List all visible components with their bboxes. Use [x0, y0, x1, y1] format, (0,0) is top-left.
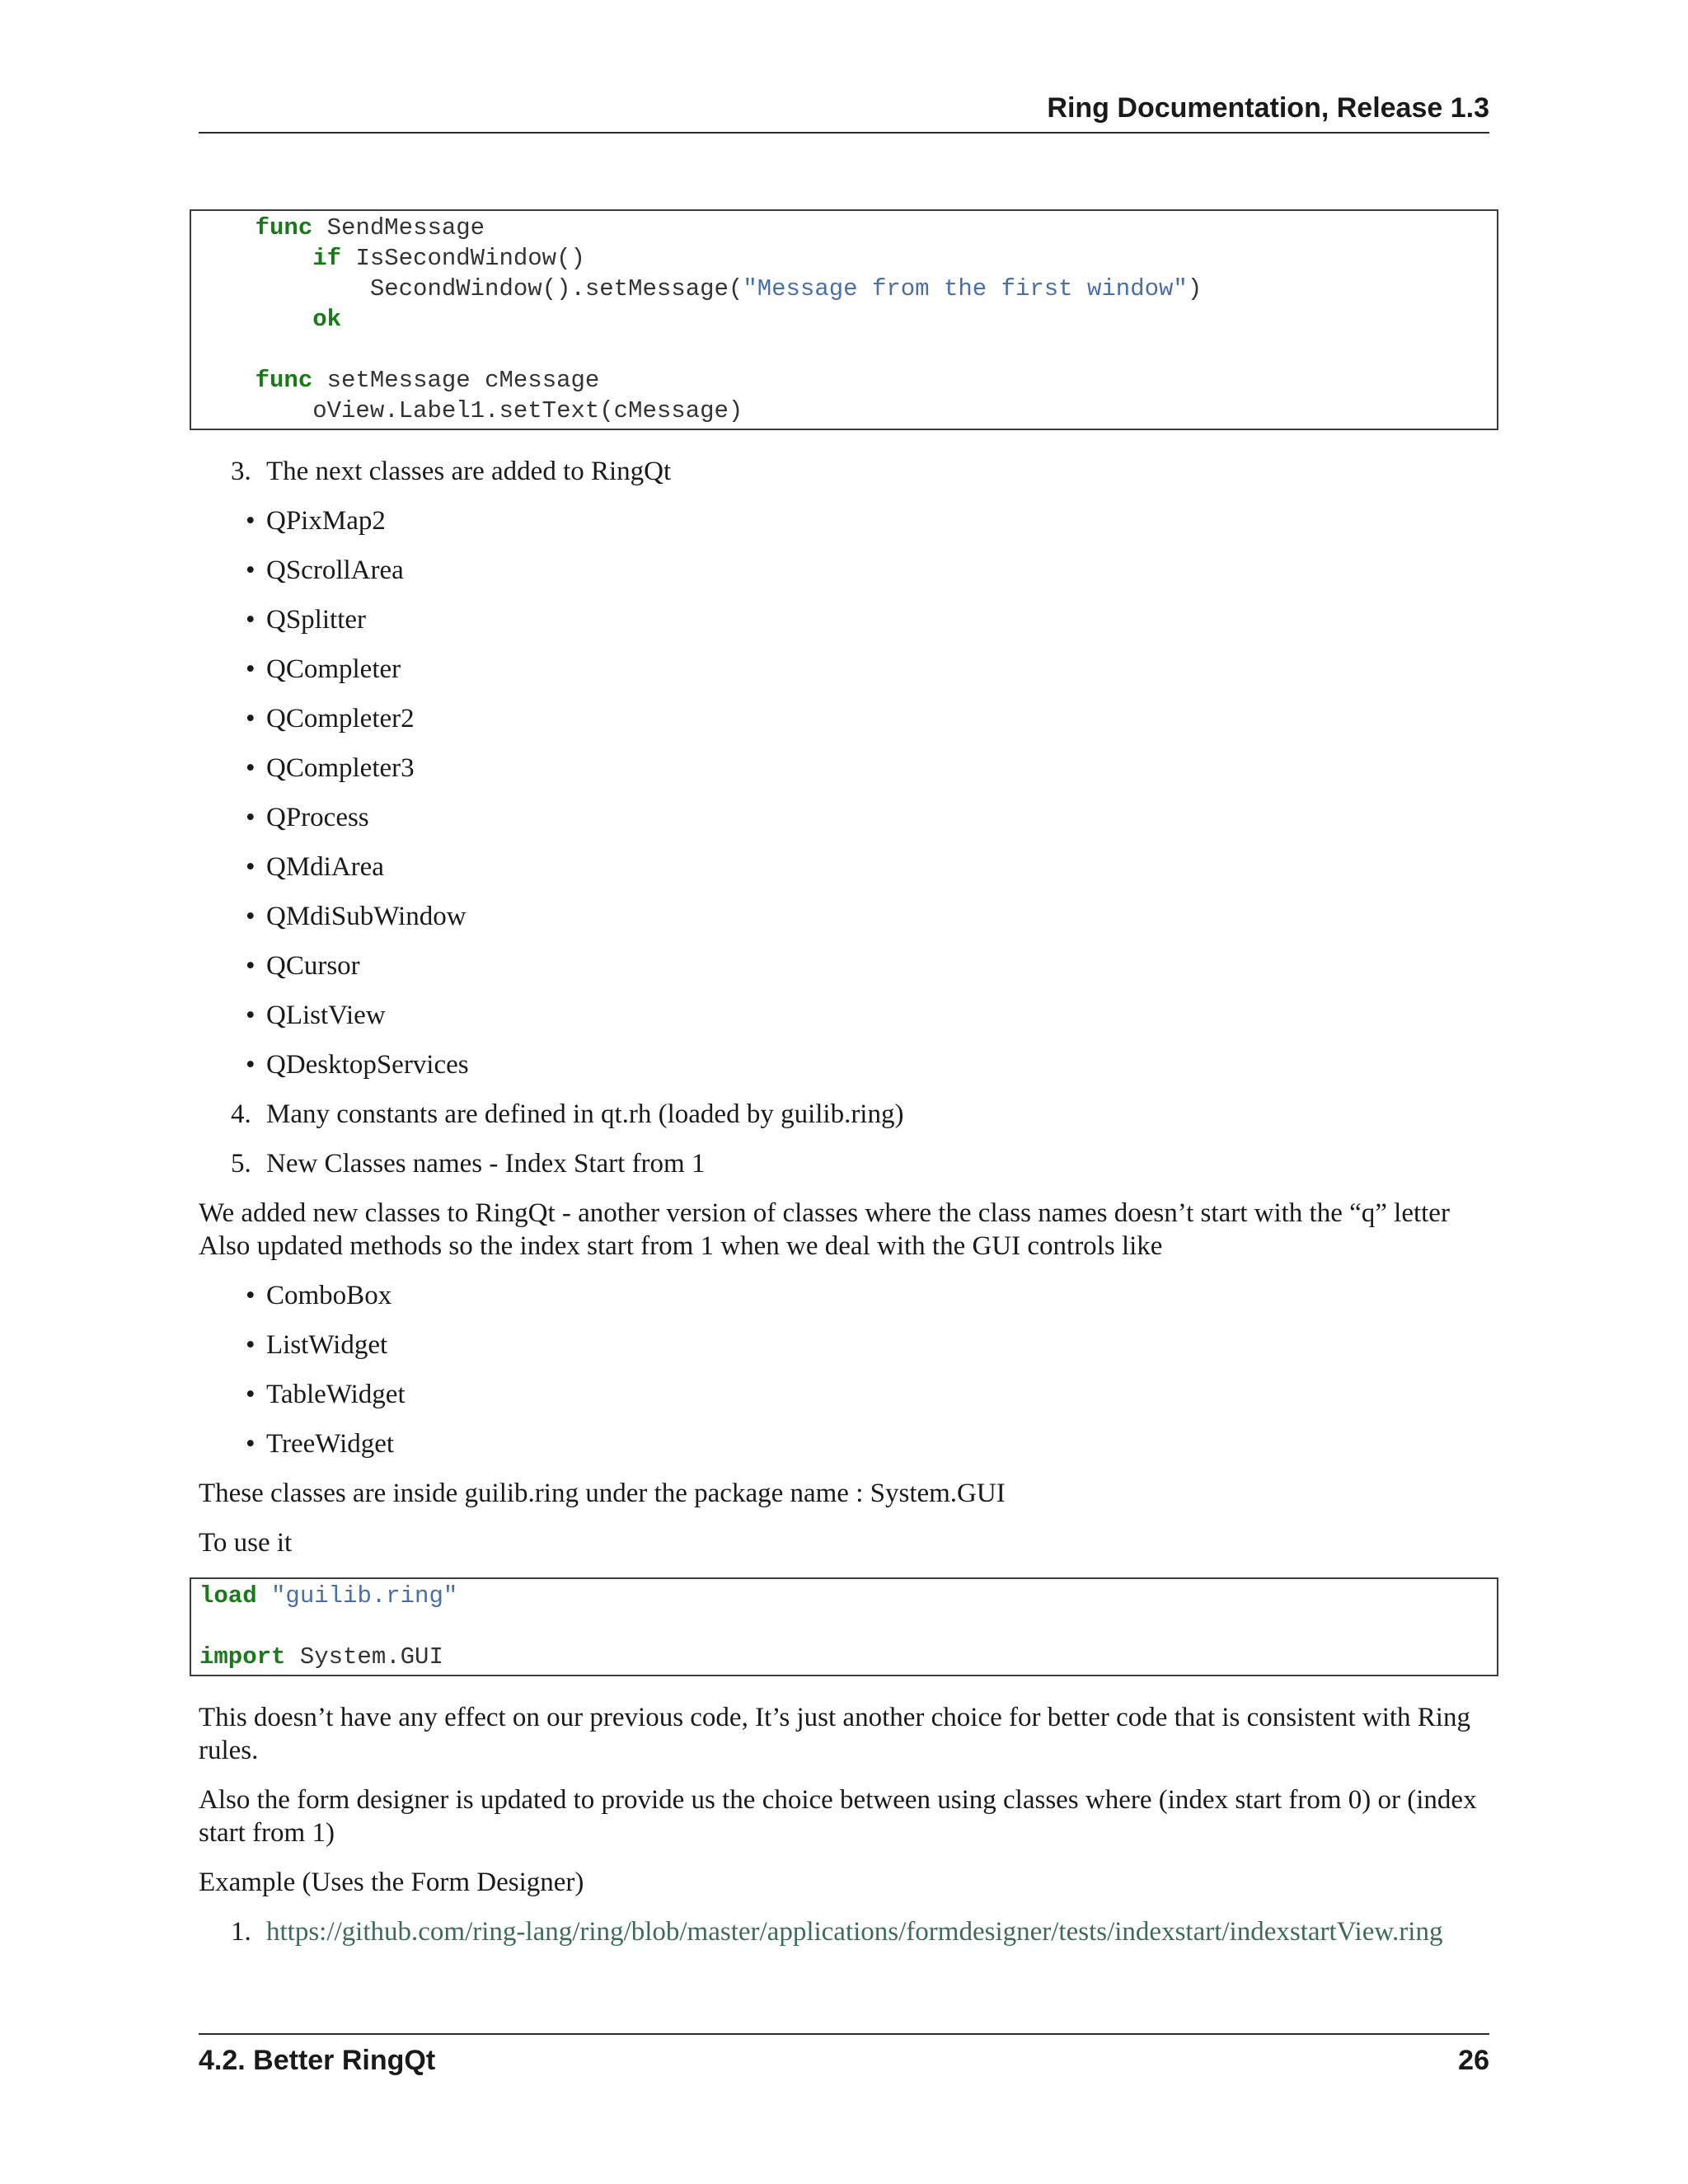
list-item-text: New Classes names - Index Start from 1	[266, 1149, 706, 1179]
bullet-icon: •	[246, 1330, 256, 1360]
paragraph: Example (Uses the Form Designer)	[199, 1868, 584, 1897]
code-keyword: import	[199, 1643, 286, 1671]
code-token: System.GUI	[285, 1643, 443, 1671]
code-text	[191, 211, 1497, 426]
bullet-label: QCompleter	[266, 654, 401, 684]
paragraph-line: Also updated methods so the index start from 1 when we deal with the GUI controls like	[199, 1231, 1163, 1261]
bullet-label: QCompleter3	[266, 753, 415, 783]
page-number: 26	[1458, 2045, 1489, 2076]
code-string: "guilib.ring"	[271, 1582, 458, 1610]
bullet-label: QScrollArea	[266, 555, 404, 585]
bullet-label: TableWidget	[266, 1380, 406, 1409]
code-block-import	[190, 1577, 1498, 1676]
bullet-icon: •	[246, 506, 256, 536]
list-number: 1.	[231, 1917, 251, 1947]
bullet-label: ComboBox	[266, 1281, 392, 1310]
list-item-text: Many constants are defined in qt.rh (loaded by guilib.ring)	[266, 1099, 904, 1129]
bullet-icon: •	[246, 1050, 256, 1080]
bullet-label: QCursor	[266, 951, 360, 981]
bullet-label: QProcess	[266, 803, 369, 832]
paragraph: These classes are inside guilib.ring under the package name : System.GUI	[199, 1479, 1006, 1508]
code-string: "Message from the first window"	[743, 275, 1188, 302]
code-token: setMessage cMessage	[312, 367, 600, 394]
code-token: )	[1187, 275, 1203, 302]
paragraph-line: We added new classes to RingQt - another version of classes where the class names doesn’t start with the “q” letter	[199, 1198, 1450, 1228]
bullet-label: QCompleter2	[266, 704, 415, 733]
code-token: SendMessage	[312, 214, 485, 241]
bullet-icon: •	[246, 803, 256, 832]
bullet-label: TreeWidget	[266, 1429, 395, 1459]
bullet-icon: •	[246, 1380, 256, 1409]
code-token	[198, 214, 256, 241]
bullet-label: QPixMap2	[266, 506, 386, 536]
paragraph: To use it	[199, 1528, 293, 1558]
bullet-label: QListView	[266, 1001, 386, 1030]
bullet-icon: •	[246, 852, 256, 882]
page-header	[199, 92, 1489, 134]
header-title: Ring Documentation, Release 1.3	[1047, 92, 1489, 124]
code-text	[191, 1579, 1497, 1672]
bullet-label: QDesktopServices	[266, 1050, 469, 1080]
paragraph: This doesn’t have any effect on our previous code, It’s just another choice for better code that is consistent with Ring rules.	[199, 1703, 1470, 1765]
code-keyword: load	[199, 1582, 257, 1610]
bullet-icon: •	[246, 902, 256, 931]
code-keyword: if	[312, 245, 342, 272]
bullet-icon: •	[246, 605, 256, 635]
bullet-label: QMdiArea	[266, 852, 384, 882]
bullet-icon: •	[246, 704, 256, 733]
code-keyword: func	[255, 367, 313, 394]
list-number: 4.	[231, 1099, 251, 1129]
code-token	[198, 245, 312, 272]
code-block-send-message	[190, 209, 1498, 430]
list-item-text: The next classes are added to RingQt	[266, 457, 672, 486]
footer-section: 4.2. Better RingQt	[199, 2045, 436, 2076]
bullet-icon: •	[246, 555, 256, 585]
bullet-icon: •	[246, 951, 256, 981]
code-keyword: func	[255, 214, 313, 241]
code-token	[198, 306, 312, 333]
bullet-label: ListWidget	[266, 1330, 388, 1360]
bullet-icon: •	[246, 1429, 256, 1459]
bullet-icon: •	[246, 1001, 256, 1030]
code-token: oView.Label1.setText(cMessage)	[198, 397, 743, 424]
list-number: 5.	[231, 1149, 251, 1179]
bullet-icon: •	[246, 753, 256, 783]
code-keyword: ok	[312, 306, 342, 333]
paragraph	[199, 1197, 1489, 1263]
code-token	[257, 1582, 271, 1610]
bullet-icon: •	[246, 654, 256, 684]
list-number: 3.	[231, 457, 251, 486]
bullet-label: QSplitter	[266, 605, 366, 635]
code-token: SecondWindow().setMessage(	[198, 275, 743, 302]
paragraph: Also the form designer is updated to provide us the choice between using classes where (index start from 0) or (index start from 1)	[199, 1785, 1477, 1848]
bullet-label: QMdiSubWindow	[266, 902, 467, 931]
code-token: IsSecondWindow()	[341, 245, 585, 272]
code-token	[198, 367, 256, 394]
page-footer	[199, 2033, 1489, 2084]
bullet-icon: •	[246, 1281, 256, 1310]
github-link[interactable]: https://github.com/ring-lang/ring/blob/master/applications/formdesigner/tests/indexstart/indexstartView.ring	[266, 1917, 1443, 1947]
